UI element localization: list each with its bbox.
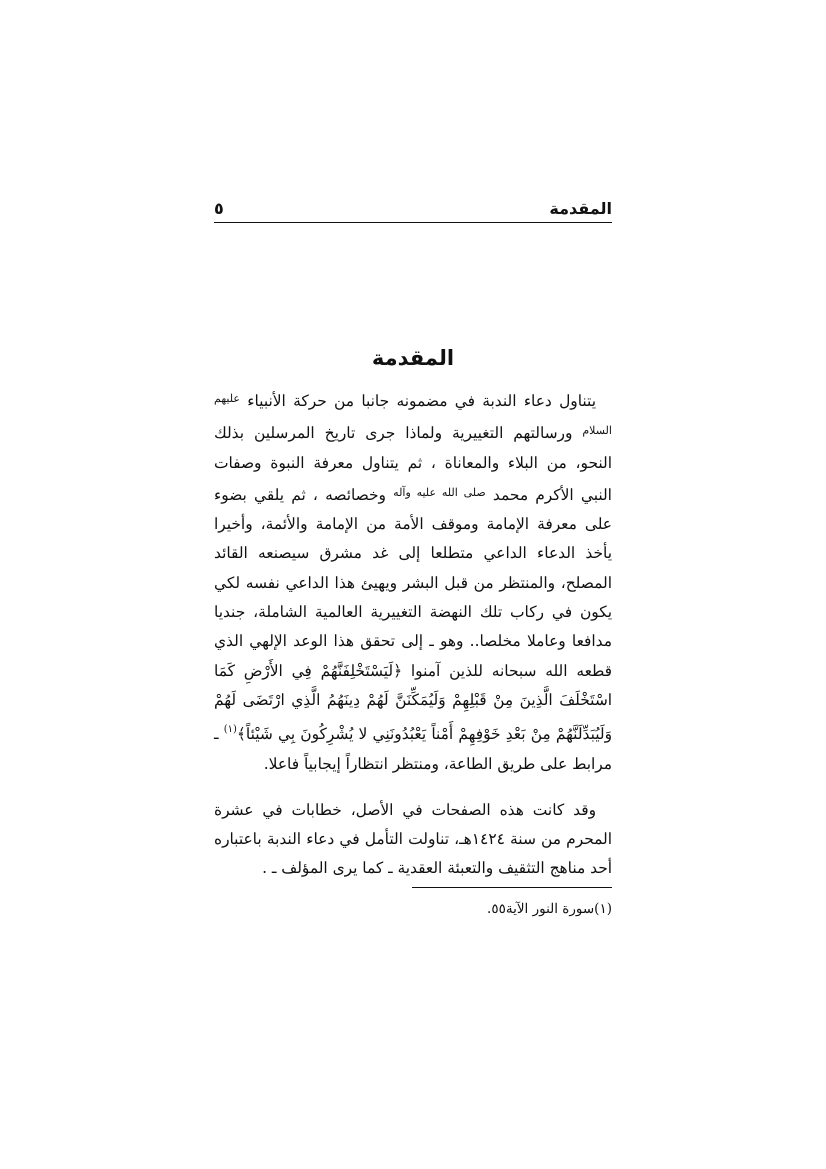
body-text bbox=[214, 384, 612, 884]
paragraph-1-part-a: يتناول دعاء الندبة في مضمونه جانبا من حركة الأنبياء bbox=[247, 392, 596, 410]
header-rule bbox=[214, 222, 612, 223]
footnote: (١)سورة النور الآية٥٥. bbox=[487, 901, 612, 917]
running-title: المقدمة bbox=[549, 199, 612, 218]
footnote-reference[interactable]: (١) bbox=[223, 724, 237, 736]
page-number: ٥ bbox=[214, 199, 224, 218]
footnote-rule bbox=[412, 887, 612, 888]
honorific-prophet: صلى الله عليه وآله bbox=[393, 485, 486, 499]
quran-verse: ﴿لَيَسْتَخْلِفَنَّهُمْ فِي الأَرْضِ كَمَا اسْتَخْلَفَ الَّذِينَ مِنْ قَبْلِهِمْ وَلَيُمَكِّنَنَّ لَهُمْ دِينَهُمُ الَّذِي ارْتَضَى لَهُمْ وَلَيُبَدِّلَنَّهُمْ مِنْ بَعْدِ خَوْفِهِمْ أَمْناً يَعْبُدُونَنِي لا يُشْرِكُونَ بِي شَيْئاً﴾ bbox=[214, 661, 612, 744]
honorific-prophets: عليهم السلام bbox=[214, 392, 612, 438]
paragraph-2: وقد كانت هذه الصفحات في الأصل، خطابات في عشرة المحرم من سنة ١٤٢٤هـ، تناولت التأمل في دعاء الندبة باعتباره أحد مناهج التثقيف والتعبئة العقدية ـ كما يرى المؤلف ـ . bbox=[214, 800, 612, 878]
paragraph-1 bbox=[214, 384, 612, 779]
paragraph-1-part-d: ـ مرابط على طريق الطاعة، ومنتظر انتظاراً إيجابياً فاعلا. bbox=[214, 725, 612, 773]
chapter-title: المقدمة bbox=[371, 346, 455, 370]
paragraph-1-part-b: ورسالتهم التغييرية ولماذا جرى تاريخ المرسلين بذلك النحو، من البلاء والمعاناة ، ثم يتناول معرفة النبوة وصفات النبي الأكرم محمد bbox=[214, 424, 612, 504]
running-header bbox=[214, 188, 612, 218]
paragraph-1-part-c: وخصائصه ، ثم يلقي بضوء على معرفة الإمامة وموقف الأمة من الإمامة والأئمة، وأخيرا يأخذ الدعاء الداعي متطلعا إلى غد مشرق سيصنعه القائد المصلح، والمنتظر من قبل البشر ويهيئ هذا الداعي نفسه لكي يكون في ركاب تلك النهضة التغييرية العالمية الشاملة، جنديا مدافعا وعاملا مخلصا.. وهو ـ إلى تحقق هذا الوعد الإلهي الذي قطعه الله سبحانه للذين آمنوا bbox=[214, 485, 612, 680]
